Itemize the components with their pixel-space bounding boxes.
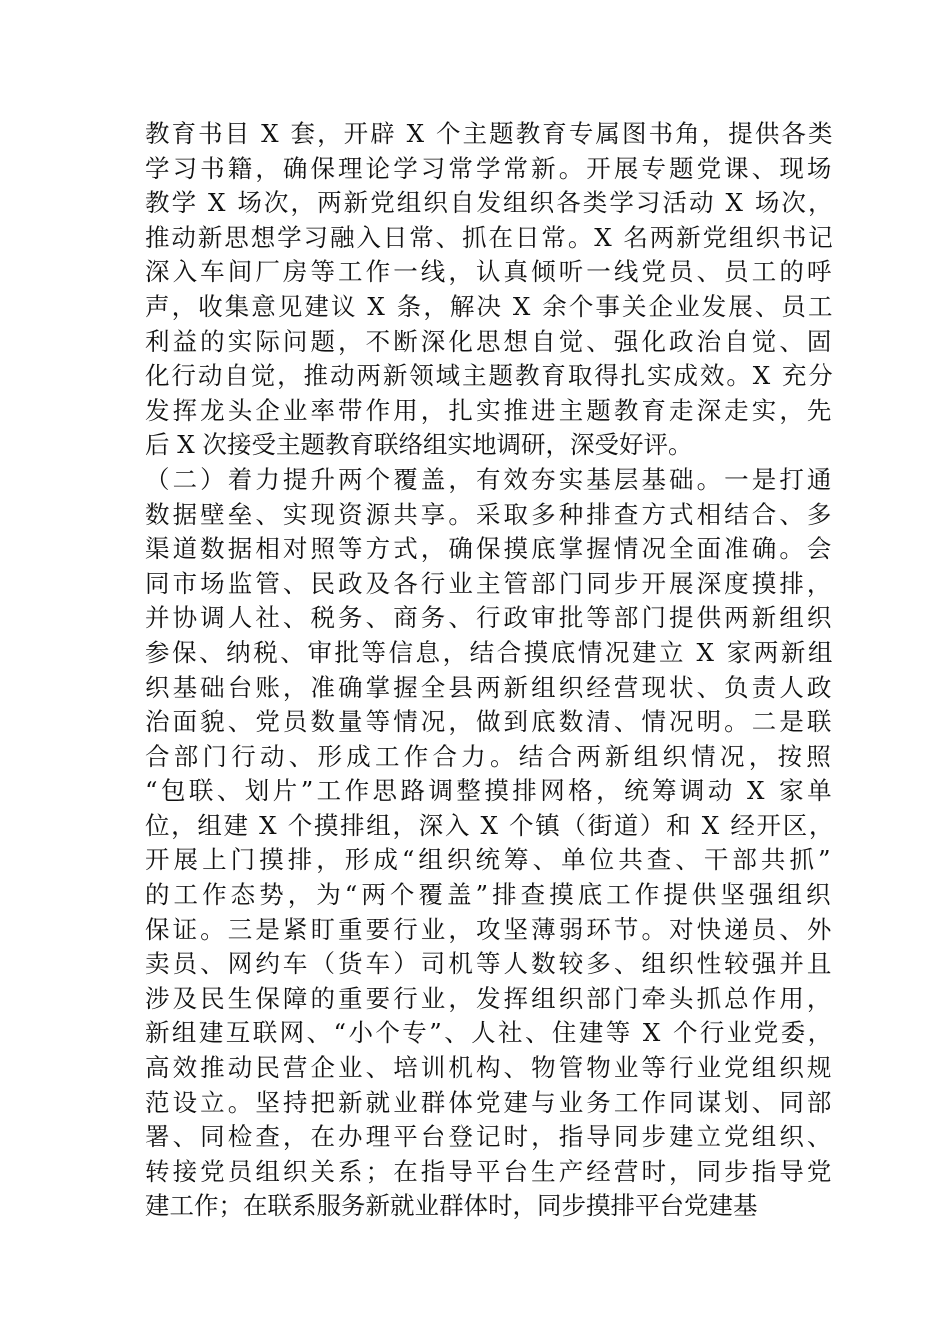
text-line: 后 X 次接受主题教育联络组实地调研，深受好评。 (145, 430, 693, 460)
document-body (145, 117, 835, 1224)
text-line: 的工作态势，为“两个覆盖”排查摸底工作提供坚强组织 (145, 880, 835, 910)
text-line: 署、同检查，在办理平台登记时，指导同步建立党组织、 (145, 1122, 835, 1152)
text-line: 教学 X 场次，两新党组织自发组织各类学习活动 X 场次， (145, 188, 835, 218)
text-line: 涉及民生保障的重要行业，发挥组织部门牵头抓总作用， (145, 983, 835, 1013)
text-line: 数据壁垒、实现资源共享。采取多种排查方式相结合、多 (145, 499, 835, 529)
text-line: 高效推动民营企业、培训机构、物管物业等行业党组织规 (145, 1053, 835, 1083)
text-line: （二）着力提升两个覆盖，有效夯实基层基础。一是打通 (145, 464, 835, 494)
text-line: “包联、划片”工作思路调整摸排网格，统筹调动 X 家单 (145, 776, 836, 806)
text-line: 发挥龙头企业率带作用，扎实推进主题教育走深走实，先 (145, 395, 835, 425)
text-line: 新组建互联网、“小个专”、人社、住建等 X 个行业党委， (145, 1018, 835, 1048)
text-line: 卖员、网约车（货车）司机等人数较多、组织性较强并且 (145, 949, 835, 979)
paragraph (145, 463, 835, 1224)
text-line: 范设立。坚持把新就业群体党建与业务工作同谋划、同部 (145, 1087, 835, 1117)
text-line: 位，组建 X 个摸排组，深入 X 个镇（街道）和 X 经开区， (145, 810, 836, 840)
text-line: 渠道数据相对照等方式，确保摸底掌握情况全面准确。会 (145, 534, 835, 564)
text-line: 学习书籍，确保理论学习常学常新。开展专题党课、现场 (145, 153, 835, 183)
text-line: 深入车间厂房等工作一线，认真倾听一线党员、员工的呼 (145, 257, 835, 287)
text-line: 保证。三是紧盯重要行业，攻坚薄弱环节。对快递员、外 (145, 914, 835, 944)
text-line: 声，收集意见建议 X 条，解决 X 余个事关企业发展、员工 (145, 291, 835, 321)
text-line: 化行动自觉，推动两新领域主题教育取得扎实成效。X 充分 (145, 361, 835, 391)
text-line: 建工作；在联系服务新就业群体时，同步摸排平台党建基 (145, 1191, 758, 1221)
text-line: 织基础台账，准确掌握全县两新组织经营现状、负责人政 (145, 672, 835, 702)
paragraph (145, 117, 835, 463)
text-line: 治面貌、党员数量等情况，做到底数清、情况明。二是联 (145, 707, 835, 737)
text-line: 教育书目 X 套，开辟 X 个主题教育专属图书角，提供各类 (145, 119, 835, 148)
text-line: 推动新思想学习融入日常、抓在日常。X 名两新党组织书记 (145, 222, 835, 252)
text-line: 利益的实际问题，不断深化思想自觉、强化政治自觉、固 (145, 326, 835, 356)
text-line: 合部门行动、形成工作合力。结合两新组织情况，按照 (145, 741, 835, 771)
text-line: 开展上门摸排，形成“组织统筹、单位共查、干部共抓” (145, 845, 835, 875)
text-line: 并协调人社、税务、商务、行政审批等部门提供两新组织 (145, 603, 835, 633)
text-line: 转接党员组织关系；在指导平台生产经营时，同步指导党 (145, 1156, 835, 1186)
text-line: 参保、纳税、审批等信息，结合摸底情况建立 X 家两新组 (145, 637, 836, 667)
text-line: 同市场监管、民政及各行业主管部门同步开展深度摸排， (145, 568, 835, 598)
